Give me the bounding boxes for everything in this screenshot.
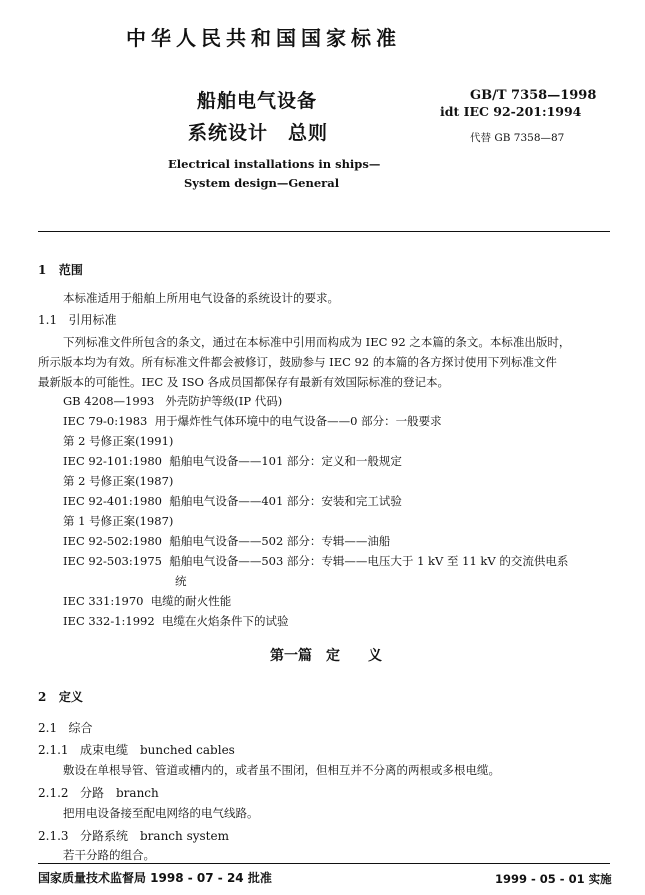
definition-2-1 [38, 719, 93, 736]
reference-row [63, 413, 442, 429]
definition-2-1-1-desc: 敷设在单根导管、管道或槽内的，或者虽不围闭，但相互并不分离的两根或多根电缆。 [63, 763, 500, 777]
reference-code: IEC 331:1970 [63, 594, 144, 608]
definition-number: 2.1 [38, 721, 58, 735]
definition-2-1-3 [38, 827, 229, 844]
section-1-1-para-line-3: 最新版本的可能性。IEC 及 ISO 各成员国都保存有最新有效国际标准的登记本。 [38, 375, 450, 389]
reference-code: IEC 332-1:1992 [63, 614, 155, 628]
reference-row [63, 493, 402, 509]
approval-line: 国家质量技术监督局 1998 - 07 - 24 批准 [38, 871, 272, 885]
section-1-1-number: 1.1 [38, 313, 58, 327]
section-1-1-title: 引用标准 [68, 313, 117, 327]
reference-row [63, 553, 568, 569]
section-2-title: 定义 [58, 690, 83, 704]
reference-row [63, 393, 282, 409]
header-divider [38, 231, 610, 232]
reference-row [63, 593, 231, 609]
effective-date: 1999 - 05 - 01 实施 [495, 872, 612, 886]
definition-label: 成束电缆 bunched cables [80, 743, 235, 757]
idt-number: idt IEC 92-201:1994 [440, 104, 582, 119]
definition-label: 分路系统 branch system [80, 829, 229, 843]
section-1-1-para-line-2: 所示版本均为有效。所有标准文件都会被修订，鼓励参与 IEC 92 的本篇的各方探讨使用下列标准文件 [38, 355, 557, 369]
reference-code: GB 4208—1993 [63, 394, 155, 408]
definition-number: 2.1.3 [38, 829, 69, 843]
title-en-line2: System design—General [184, 176, 340, 190]
section-1-title: 范围 [58, 263, 83, 277]
reference-title: 外壳防护等级(IP 代码) [165, 394, 283, 408]
section-2-heading [38, 688, 83, 705]
section-1-1-para-line-1: 下列标准文件所包含的条文，通过在本标准中引用而构成为 IEC 92 之本篇的条文。本标准出版时， [63, 335, 571, 349]
part-1-heading: 第一篇 定 义 [270, 648, 382, 664]
reference-code: IEC 79-0:1983 [63, 414, 148, 428]
replaces-note: 代替 GB 7358—87 [470, 132, 565, 144]
reference-code: IEC 92-401:1980 [63, 494, 163, 508]
definition-2-1-2 [38, 784, 159, 801]
reference-row [63, 453, 402, 469]
reference-title: 船舶电气设备——503 部分：专辑——电压大于 1 kV 至 11 kV 的交流供电系 [169, 554, 569, 568]
footer-divider [38, 863, 610, 864]
definition-label: 综合 [68, 721, 93, 735]
reference-title: 电缆在火焰条件下的试验 [162, 614, 289, 628]
title-cn-line2: 系统设计 总则 [188, 122, 329, 144]
definition-2-1-1 [38, 741, 235, 758]
section-1-heading [38, 261, 83, 278]
definition-number: 2.1.1 [38, 743, 69, 757]
national-standard-title: 中华人民共和国国家标准 [126, 26, 401, 50]
reference-amendment: 第 2 号修正案(1987) [63, 474, 174, 488]
reference-title: 船舶电气设备——401 部分：安装和完工试验 [169, 494, 402, 508]
reference-title: 船舶电气设备——502 部分：专辑——油船 [169, 534, 391, 548]
reference-title: 用于爆炸性气体环境中的电气设备——0 部分：一般要求 [154, 414, 442, 428]
reference-row [63, 613, 289, 629]
definition-2-1-3-desc: 若干分路的组合。 [63, 848, 155, 862]
reference-amendment: 第 1 号修正案(1987) [63, 514, 174, 528]
definition-number: 2.1.2 [38, 786, 69, 800]
standard-number: GB/T 7358—1998 [470, 88, 597, 103]
definition-label: 分路 branch [80, 786, 159, 800]
definition-2-1-2-desc: 把用电设备接至配电网络的电气线路。 [63, 806, 259, 820]
reference-row [63, 533, 390, 549]
section-1-number: 1 [38, 263, 47, 277]
title-cn-line1: 船舶电气设备 [197, 90, 318, 112]
reference-code: IEC 92-101:1980 [63, 454, 163, 468]
reference-title-continuation: 统 [175, 574, 187, 588]
title-en-line1: Electrical installations in ships— [168, 157, 381, 171]
section-1-paragraph: 本标准适用于船舶上所用电气设备的系统设计的要求。 [63, 291, 339, 305]
reference-title: 电缆的耐火性能 [150, 594, 232, 608]
section-1-1-heading [38, 311, 117, 328]
reference-amendment: 第 2 号修正案(1991) [63, 434, 174, 448]
reference-code: IEC 92-503:1975 [63, 554, 163, 568]
reference-title: 船舶电气设备——101 部分：定义和一般规定 [169, 454, 402, 468]
reference-code: IEC 92-502:1980 [63, 534, 163, 548]
section-2-number: 2 [38, 690, 47, 704]
